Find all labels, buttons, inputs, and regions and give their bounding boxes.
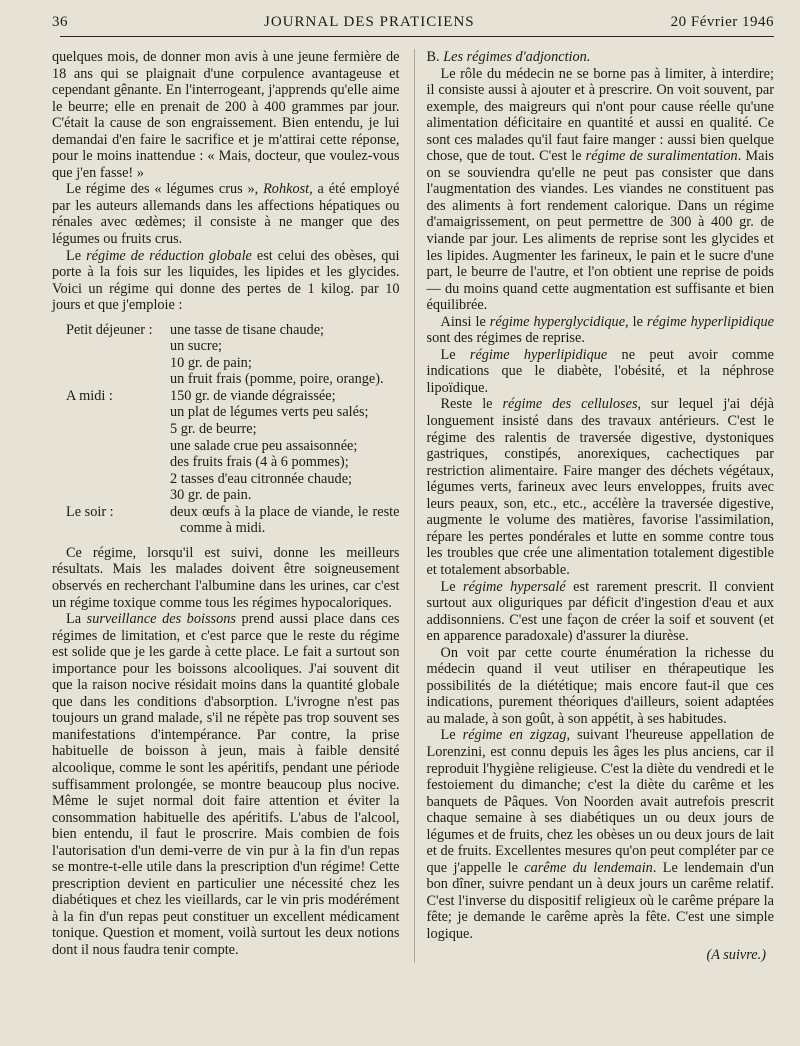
column-divider xyxy=(414,49,415,963)
diet-item: 2 tasses d'eau citronnée chaude; xyxy=(170,470,353,487)
paragraph: quelques mois, de donner mon avis à une jeune fermière de 18 ans qui se plaignait d'une corpulence avantageuse et cependant gênante. En l'interrogeant, j'apprends qu'elle aime le beurre; elle en prenait de 200 à 400 grammes par jour. C'était la cause de son engraissement. Bien entendu, je lui demandai d'en faire le sacrifice et je m'attirai cette réponse, pour le moins inattendue : « Mais, docteur, que voulez-vous que j'en fasse! » xyxy=(52,49,400,181)
paragraph: Ainsi le régime hyperglycidique, le régime hyperlipidique sont des régimes de reprise. xyxy=(426,313,774,347)
issue-date: 20 Février 1946 xyxy=(670,14,774,30)
section-heading: B. Les régimes d'adjonction. xyxy=(426,49,591,65)
diet-item: un sucre; xyxy=(170,338,223,355)
header-rule xyxy=(60,36,774,37)
paragraph: Le régime de réduction globale est celui des obèses, qui porte à la fois sur les liquides, les lipides et les glycides. Voici un régime qui donne des pertes de 1 kilog. par 10 jours et que j'emploie : xyxy=(52,247,400,314)
continuation-note: (A suivre.) xyxy=(706,946,766,963)
page-number: 36 xyxy=(52,14,68,30)
paragraph: Reste le régime des celluloses, sur lequel j'ai déjà longuement insisté dans des travaux antérieurs. C'est le régime des ralentis de traversée digestive, dystoniques gastriques, constipés, anorexiques, cachectiques par restriction alimentaire. Faire manger des déchets végétaux, légumes verts, farineux avec leurs enveloppes, fruits avec leurs peaux, son, etc., etc., accélère la traversée digestive, augmente le volume des matières, favorise l'assimilation, répare les pertes pondérales et lutte en somme contre tous les troubles que crée une alimentation totalement digestible et totalement absorbable. xyxy=(426,396,774,578)
diet-item: 5 gr. de beurre; xyxy=(170,421,257,438)
right-column xyxy=(427,49,775,963)
paragraph: On voit par cette courte énumération la richesse du médecin quand il veut utiliser en thérapeutique les possibilités de la diététique; mais encore faut-il que ces indications, purement théoriques d'ailleurs, soient adaptées au malade, à son goût, à son appétit, à ses habitudes. xyxy=(426,644,774,727)
diet-item: un plat de légumes verts peu salés; xyxy=(170,404,369,421)
diet-meal xyxy=(52,388,400,504)
diet-meal-label: Le soir : xyxy=(66,503,114,520)
page-header xyxy=(52,14,774,36)
diet-item: un fruit frais (pomme, poire, orange). xyxy=(170,371,384,388)
diet-plan xyxy=(52,322,400,537)
paragraph: Le régime hypersalé est rarement prescrit. Il convient surtout aux oliguriques par déficit d'ingestion d'eau et aux addisonniens. C'est une façon de créer la soif et souvent (et en apparence paradoxale) d'assurer la diurèse. xyxy=(426,578,774,645)
diet-item: deux œufs à la place de viande, le reste comme à midi. xyxy=(170,503,400,537)
diet-item: 150 gr. de viande dégraissée; xyxy=(170,387,336,404)
paragraph: Ce régime, lorsqu'il est suivi, donne les meilleurs résultats. Mais les malades doivent être soigneusement observés en recherchant l'albumine dans les urines, car c'est un régime toxique comme tous les régimes hypocaloriques. xyxy=(52,544,400,611)
diet-meal-label: Petit déjeuner : xyxy=(66,321,153,338)
journal-title: JOURNAL DES PRATICIENS xyxy=(264,14,475,30)
diet-item: des fruits frais (4 à 6 pommes); xyxy=(170,454,349,471)
diet-item: une tasse de tisane chaude; xyxy=(170,321,325,338)
diet-item: 30 gr. de pain. xyxy=(170,487,252,504)
paragraph: Le rôle du médecin ne se borne pas à limiter, à interdire; il consiste aussi à ajouter et à prescrire. On voit souvent, par exemple, des maigreurs qui n'ont pour cause réelle qu'une alimentation déficitaire en quantité et aussi en qualité. Ce sont ces malades qu'il faut faire manger : aussi bien quelque chose, que de tout. C'est le régime de suralimentation. Mais on se souviendra qu'elle ne peut pas consister que dans l'augmentation des viandes. Les viandes ne constituent pas des aliments à fort rendement calorique. Dans un régime d'amaigrissement, on peut permettre de 300 à 400 gr. de viande par jour. Les aliments de reprise sont les glycides et les lipides. Augmenter les farineux, le pain et le sucre d'une part, le beurre de l'autre, et l'on obtient une reprise de poids — du moins quand cette augmentation est suffisante et bien équilibrée. xyxy=(426,65,774,314)
article-columns xyxy=(52,49,774,963)
paragraph: Le régime hyperlipidique ne peut avoir comme indications que le diabète, l'obésité, et la néphrose lipoïdique. xyxy=(426,346,774,396)
left-column xyxy=(52,49,402,963)
diet-item: 10 gr. de pain; xyxy=(170,354,252,371)
diet-meal-label: A midi : xyxy=(66,387,113,404)
paragraph: Le régime en zigzag, suivant l'heureuse appellation de Lorenzini, est connu depuis les âges les plus anciens, car il reproduit l'hygiène religieuse. C'est la diète du vendredi et le festoiement du dimanche; c'est la diète du carême et les banquets de Pâques. Von Noorden avait autrefois prescrit chaque semaine à ses diabétiques un ou deux jours de légumes et de fruits, chez les obèses un ou deux jours de lait et de fruits. Excellentes mesures qu'on peut compléter par ce que j'appelle le carême du lendemain. Le lendemain d'un bon dîner, suivre pendant un à deux jours un carême relatif. C'est l'inverse du dispositif religieux où le carême prépare la fête; je demande le carême après la fête. C'est une simple logique. xyxy=(426,727,775,942)
diet-meal xyxy=(52,504,400,537)
diet-item: une salade crue peu assaisonnée; xyxy=(170,437,358,454)
paragraph: La surveillance des boissons prend aussi place dans ces régimes de limitation, et c'est parce que le reste du régime est solide que je les garde à cette place. Le fait a surtout son importance pour les boissons alcooliques. J'ai souvent dit que la raison nocive résidait moins dans la quantité globale que dans les conditions d'absorption. L'ivrogne n'est pas toujours un grand malade, s'il ne répète pas trop souvent ses manifestations d'intempérance. Par contre, la prise habituelle de boisson à jeun, mais à faible densité alcoolique, comme le sont les apéritifs, pendant une période suffisamment prolongée, se montre beaucoup plus nocive. Même le sujet normal doit faire attention et éviter la consommation habituelle des apéritifs. L'abus de l'alcool, bien entendu, il faut le proscrire. Mais combien de fois l'autorisation d'un demi-verre de vin pur à la fin d'un repas se montre-t-elle utile dans la prescription d'un régime! Cette prescription devient en particulier une nécessité chez les diabétiques et chez les vieillards, car le vin pris modérément à la fin d'un repas peut constituer un excellent médicament tonique. Question et moment, voilà surtout les deux notions dont il nous faudra tenir compte. xyxy=(52,611,400,958)
diet-meal xyxy=(52,322,400,388)
paragraph: Le régime des « légumes crus », Rohkost, a été employé par les auteurs allemands dans les affections hépatiques ou rénales avec œdèmes; il consiste à ne manger que des légumes ou fruits crus. xyxy=(52,181,400,248)
